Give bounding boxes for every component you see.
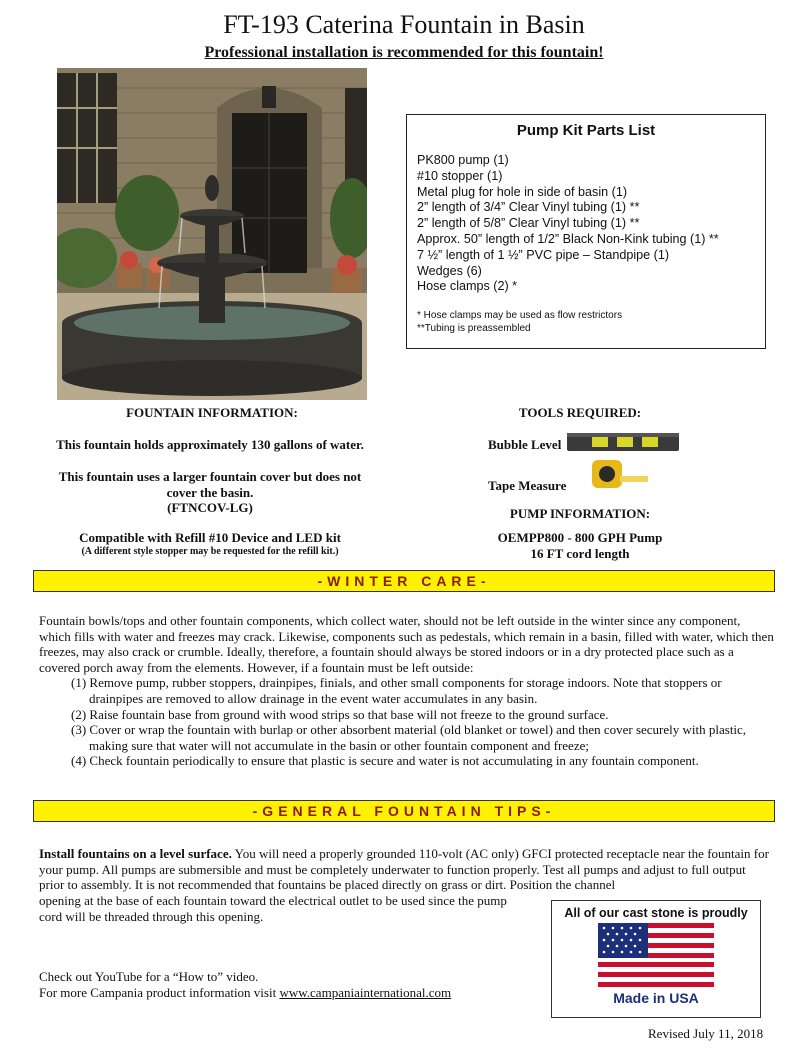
bubble-level-label: Bubble Level [488,437,562,452]
general-tips-banner: -GENERAL FOUNTAIN TIPS- [33,800,775,822]
tape-measure-icon [590,458,650,495]
fountain-photo [57,68,367,400]
tips-body: You will need a properly grounded 110-volt (AC only) GFCI protected receptacle near the fountain for your pump. All pumps are submersible and must be completely underwater to function properly. Test all pumps and adjust to full output prior to assembly. It is not recommended that fountains be placed directly on grass or dirt. Position the channel [39,846,769,893]
list-item: 7 ½” length of 1 ½” PVC pipe – Standpipe (1) [417,247,670,262]
pump-kit-box [406,114,766,349]
pump-cord: 16 FT cord length [530,546,630,561]
list-item: (3) Cover or wrap the fountain with burlap or other absorbent material (old blanket or towel) and then cover securely with plastic, making sure that water will not accumulate in the basin or other fountain component and freeze; [71,722,747,753]
list-item: (1) Remove pump, rubber stoppers, drainpipes, finials, and other small components for storage indoors. Note that stoppers or drainpipes are removed to allow drainage in the event water accumulates in any basin. [71,675,722,706]
cover-code: (FTNCOV-LG) [167,500,253,515]
tips-body-line: cord will be threaded through this opening. [39,908,264,924]
page-title: FT-193 Caterina Fountain in Basin [223,10,585,39]
list-item: Wedges (6) [417,263,482,278]
us-flag-icon [598,923,714,992]
compat-text: Compatible with Refill #10 Device and LED kit [79,530,341,545]
more-info-line [39,985,451,1001]
tubing-note: **Tubing is preassembled [417,323,531,334]
cover-text [20,469,400,516]
campania-link[interactable]: www.campaniainternational.com [279,985,452,1000]
cover-line: This fountain uses a larger fountain cover but does not [58,469,362,484]
list-item: #10 stopper (1) [417,168,503,183]
winter-intro: Fountain bowls/tops and other fountain components, which collect water, should not be left outside in the winter since any component, which fills with water and freezes may crack. Likewise, components such as pedestals, which remain in a basin, filled with water, which then freezes, may also crack or crumble. Ideally, therefore, a fountain should always be stored indoors or in a dry protected place such as a covered porch away from the elements. However, if a fountain must be left outside: [39,613,774,675]
list-item: Hose clamps (2) * [417,279,518,294]
tools-heading: TOOLS REQUIRED: [518,405,642,420]
made-in-usa-badge [551,900,761,1018]
compat-note: (A different style stopper may be requested for the refill kit.) [81,546,339,557]
made-in-usa-text: Made in USA [613,990,699,1006]
usa-badge-text: All of our cast stone is proudly [564,906,748,920]
pump-info-heading: PUMP INFORMATION: [509,506,651,521]
youtube-text: Check out YouTube for a “How to” video. [39,969,259,984]
tips-body-line: opening at the base of each fountain toward the electrical outlet to be used since the pump [39,893,507,908]
more-info-text: For more Campania product information visit [39,985,280,1000]
pump-kit-notes [417,309,622,335]
cover-line: cover the basin. [166,484,254,500]
list-item: Approx. 50” length of 1/2” Black Non-Kink tubing (1) ** [417,231,719,246]
tips-continued [39,893,559,924]
winter-care-section [39,613,774,769]
revised-date: Revised July 11, 2018 [648,1026,764,1041]
tips-lead: Install fountains on a level surface. [39,846,232,861]
winter-steps [39,675,774,769]
list-item: 2” length of 3/4” Clear Vinyl tubing (1) ** [417,200,640,215]
pump-model: OEMPP800 - 800 GPH Pump [497,530,663,545]
list-item: 2” length of 5/8” Clear Vinyl tubing (1) ** [417,216,640,231]
list-item: (4) Check fountain periodically to ensure that plastic is secure and water is not accumulating in any fountain component. [71,753,699,769]
list-item: (2) Raise fountain base from ground with wood strips so that base will not freeze to the ground surface. [71,706,609,722]
tape-measure-label: Tape Measure [488,478,567,493]
list-item: PK800 pump (1) [417,153,509,167]
pump-kit-heading: Pump Kit Parts List [516,122,656,139]
bubble-level-icon [567,430,679,459]
tips-paragraph [39,846,774,893]
hose-clamp-note: * Hose clamps may be used as flow restrictors [417,310,623,321]
pump-kit-list [417,153,719,295]
capacity-text: This fountain holds approximately 130 gallons of water. [56,437,364,452]
page-subtitle: Professional installation is recommended for this fountain! [204,44,604,61]
fountain-info-heading: FOUNTAIN INFORMATION: [126,405,298,420]
list-item: Metal plug for hole in side of basin (1) [417,184,628,199]
winter-care-banner: -WINTER CARE- [33,570,775,592]
